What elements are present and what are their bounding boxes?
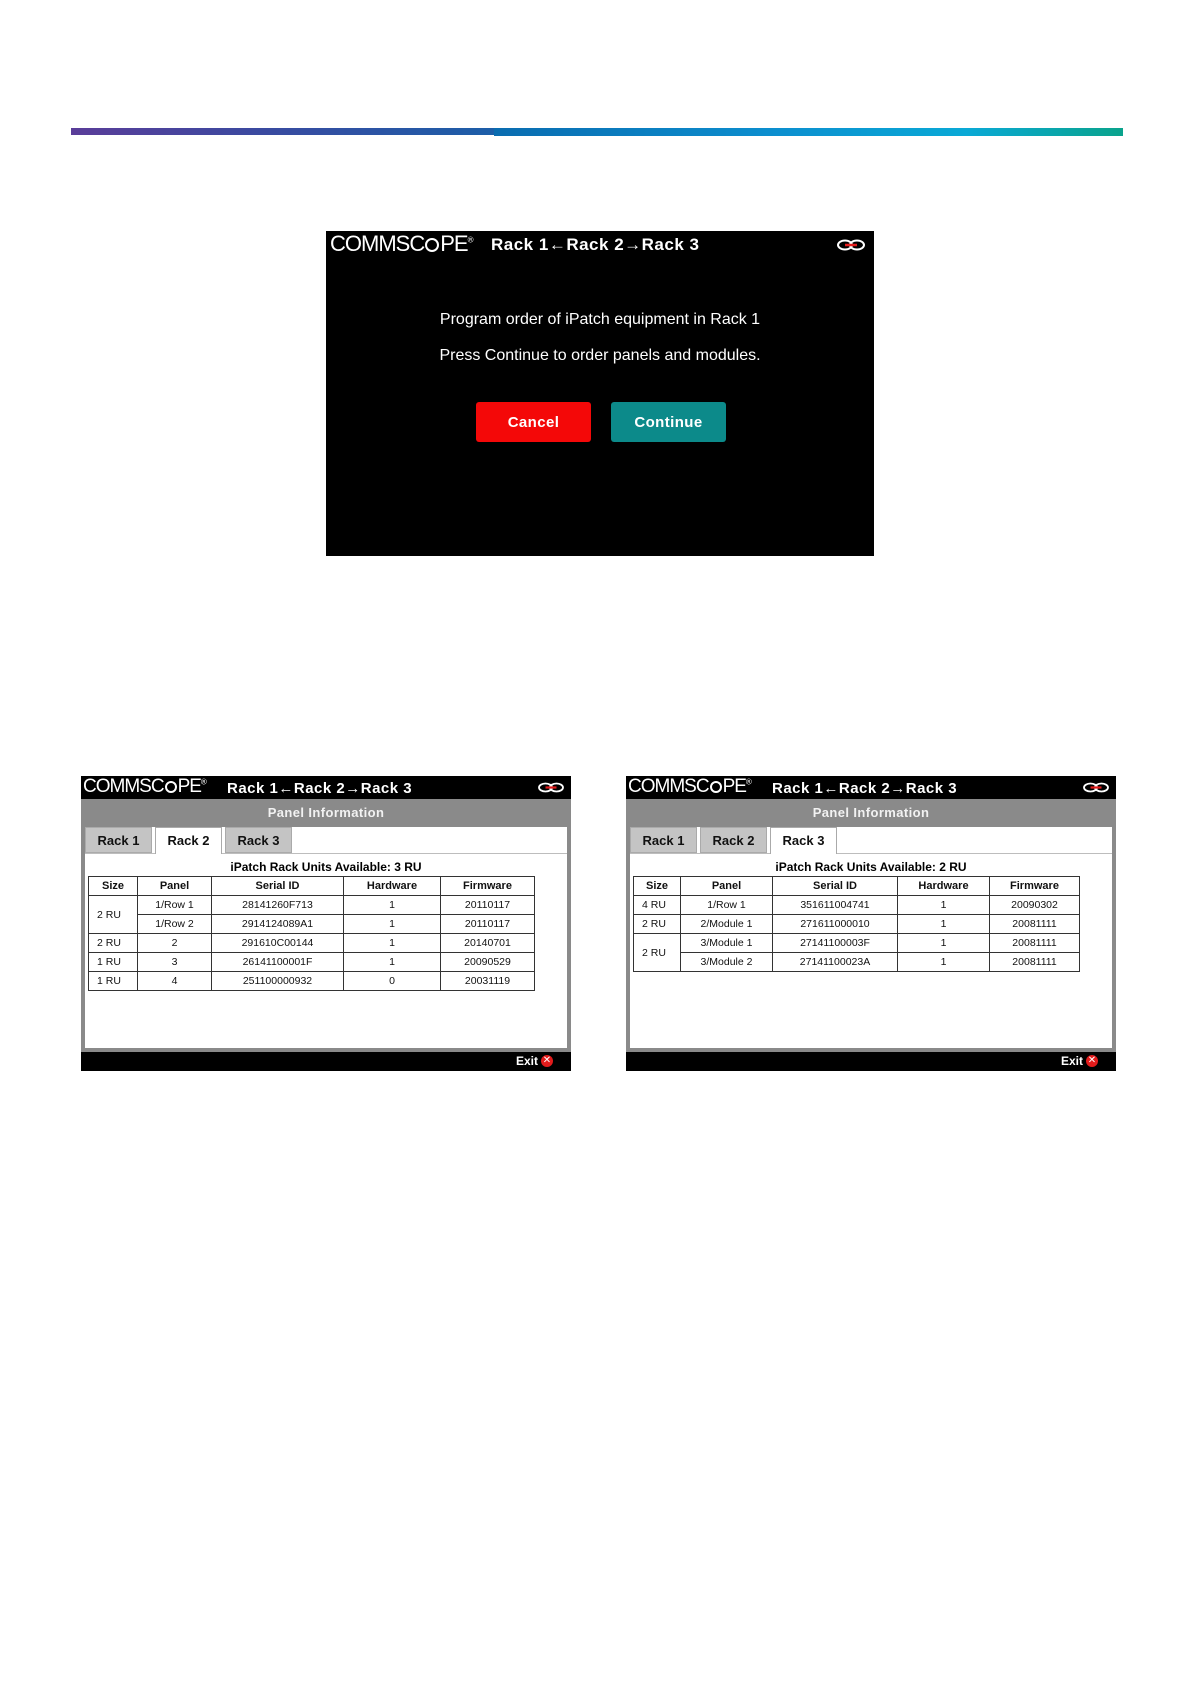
cell-hardware: 1	[344, 953, 441, 972]
cell-panel: 2/Module 1	[681, 915, 773, 934]
table-row[interactable]	[634, 934, 1080, 953]
exit-button[interactable]	[1061, 1054, 1098, 1068]
link-icon	[1082, 781, 1110, 794]
cell-firmware: 20140701	[441, 934, 535, 953]
rack-tabs	[85, 827, 567, 854]
col-panel: Panel	[681, 877, 773, 896]
cell-size: 1 RU	[89, 972, 138, 991]
table-header-row	[634, 877, 1080, 896]
cell-panel: 1/Row 2	[138, 915, 212, 934]
arrow-left-icon: ←	[823, 780, 839, 797]
cell-firmware: 20081111	[990, 915, 1080, 934]
cell-hardware: 1	[898, 896, 990, 915]
cell-panel: 3	[138, 953, 212, 972]
rack-units-available: iPatch Rack Units Available: 3 RU	[230, 860, 422, 874]
link-icon	[836, 238, 866, 252]
arrow-right-icon: →	[345, 780, 361, 797]
cell-serial: 27141100023A	[773, 953, 898, 972]
cell-size: 2 RU	[634, 934, 681, 972]
col-firmware: Firmware	[441, 877, 535, 896]
table-row[interactable]	[89, 934, 535, 953]
rack-order-dialog-screen	[326, 231, 874, 556]
exit-label: Exit	[1060, 1054, 1083, 1068]
cell-firmware: 20081111	[990, 953, 1080, 972]
arrow-left-icon: ←	[278, 780, 294, 797]
cell-firmware: 20031119	[441, 972, 535, 991]
nav-rack2: Rack 2	[838, 780, 891, 797]
panel-body	[81, 799, 571, 1052]
continue-button[interactable]: Continue	[611, 402, 726, 442]
cell-serial: 26141100001F	[212, 953, 344, 972]
table-row[interactable]	[634, 953, 1080, 972]
header-band	[71, 128, 1123, 136]
table-row[interactable]	[634, 896, 1080, 915]
col-serial-id: Serial ID	[773, 877, 898, 896]
arrow-right-icon: →	[624, 235, 642, 254]
cell-serial: 271611000010	[773, 915, 898, 934]
nav-rack2: Rack 2	[293, 780, 346, 797]
cell-firmware: 20090529	[441, 953, 535, 972]
exit-bar	[81, 1052, 571, 1071]
table-row[interactable]	[634, 915, 1080, 934]
cell-firmware: 20081111	[990, 934, 1080, 953]
cell-serial: 351611004741	[773, 896, 898, 915]
cell-hardware: 1	[898, 953, 990, 972]
link-icon	[537, 781, 565, 794]
panel-table	[633, 876, 1080, 972]
nav-rack1: Rack 1	[772, 780, 824, 797]
table-row[interactable]	[89, 953, 535, 972]
col-panel: Panel	[138, 877, 212, 896]
cell-hardware: 0	[344, 972, 441, 991]
cancel-button[interactable]: Cancel	[476, 402, 591, 442]
table-row[interactable]	[89, 915, 535, 934]
cell-panel: 3/Module 2	[681, 953, 773, 972]
col-size: Size	[634, 877, 681, 896]
tab-rack3[interactable]: Rack 3	[225, 827, 292, 853]
arrow-left-icon: ←	[548, 235, 567, 254]
cell-size: 2 RU	[634, 915, 681, 934]
cell-panel: 3/Module 1	[681, 934, 773, 953]
col-firmware: Firmware	[990, 877, 1080, 896]
cell-size: 4 RU	[634, 896, 681, 915]
dialog-message-line2: Press Continue to order panels and modules.	[439, 347, 761, 364]
nav-rack3: Rack 3	[641, 235, 700, 254]
rack-tabs	[630, 827, 1112, 854]
cell-size: 2 RU	[89, 934, 138, 953]
cell-firmware: 20110117	[441, 915, 535, 934]
table-row[interactable]	[89, 896, 535, 915]
tab-rack2[interactable]: Rack 2	[700, 827, 767, 853]
panel-content	[85, 827, 567, 1048]
rack-navigation	[227, 780, 412, 797]
panel-table	[88, 876, 535, 991]
tab-rack2[interactable]: Rack 2	[155, 827, 222, 854]
cell-panel: 2	[138, 934, 212, 953]
logo-o-mark	[425, 238, 439, 252]
col-serial-id: Serial ID	[212, 877, 344, 896]
commscope-logo: COMMSC PE®	[330, 231, 474, 256]
cell-hardware: 1	[344, 934, 441, 953]
logo-o-mark	[165, 781, 177, 793]
col-hardware: Hardware	[898, 877, 990, 896]
cell-serial: 27141100003F	[773, 934, 898, 953]
exit-bar	[626, 1052, 1116, 1071]
nav-rack3: Rack 3	[905, 780, 958, 797]
rack-navigation	[491, 235, 699, 255]
rack-navigation	[772, 780, 957, 797]
close-icon: ✕	[1087, 1055, 1097, 1066]
cell-firmware: 20110117	[441, 896, 535, 915]
nav-rack3: Rack 3	[360, 780, 413, 797]
cell-hardware: 1	[344, 896, 441, 915]
dialog-message-line1: Program order of iPatch equipment in Rack 1	[439, 311, 761, 328]
exit-button[interactable]	[516, 1054, 553, 1068]
nav-rack1: Rack 1	[227, 780, 279, 797]
panel-info-screen-rack3	[626, 776, 1116, 1071]
logo-o-mark	[710, 781, 722, 793]
tab-rack3[interactable]: Rack 3	[770, 827, 837, 854]
nav-rack2: Rack 2	[566, 235, 625, 254]
panel-title: Panel Information	[812, 805, 930, 820]
header-band-right	[494, 128, 1123, 136]
cell-serial: 28141260F713	[212, 896, 344, 915]
commscope-logo: COMMSC PE®	[628, 776, 752, 797]
cell-panel: 4	[138, 972, 212, 991]
cell-hardware: 1	[898, 915, 990, 934]
cell-panel: 1/Row 1	[681, 896, 773, 915]
cell-serial: 291610C00144	[212, 934, 344, 953]
panel-info-screen-rack2	[81, 776, 571, 1071]
cell-hardware: 1	[898, 934, 990, 953]
panel-title: Panel Information	[267, 805, 385, 820]
panel-body	[626, 799, 1116, 1052]
exit-label: Exit	[515, 1054, 538, 1068]
panel-content	[630, 827, 1112, 1048]
header-band-left	[71, 128, 494, 135]
cell-serial: 2914124089A1	[212, 915, 344, 934]
table-row[interactable]	[89, 972, 535, 991]
cell-firmware: 20090302	[990, 896, 1080, 915]
cell-serial: 251100000932	[212, 972, 344, 991]
tab-divider	[630, 853, 1112, 854]
cell-hardware: 1	[344, 915, 441, 934]
tab-rack1[interactable]: Rack 1	[630, 827, 697, 853]
close-icon: ✕	[542, 1055, 552, 1066]
commscope-logo: COMMSC PE®	[83, 776, 207, 797]
cell-size: 2 RU	[89, 896, 138, 934]
arrow-right-icon: →	[890, 780, 906, 797]
tab-rack1[interactable]: Rack 1	[85, 827, 152, 853]
cell-panel: 1/Row 1	[138, 896, 212, 915]
cell-size: 1 RU	[89, 953, 138, 972]
col-hardware: Hardware	[344, 877, 441, 896]
rack-units-available: iPatch Rack Units Available: 2 RU	[775, 860, 967, 874]
nav-rack1: Rack 1	[491, 235, 549, 254]
col-size: Size	[89, 877, 138, 896]
table-header-row	[89, 877, 535, 896]
